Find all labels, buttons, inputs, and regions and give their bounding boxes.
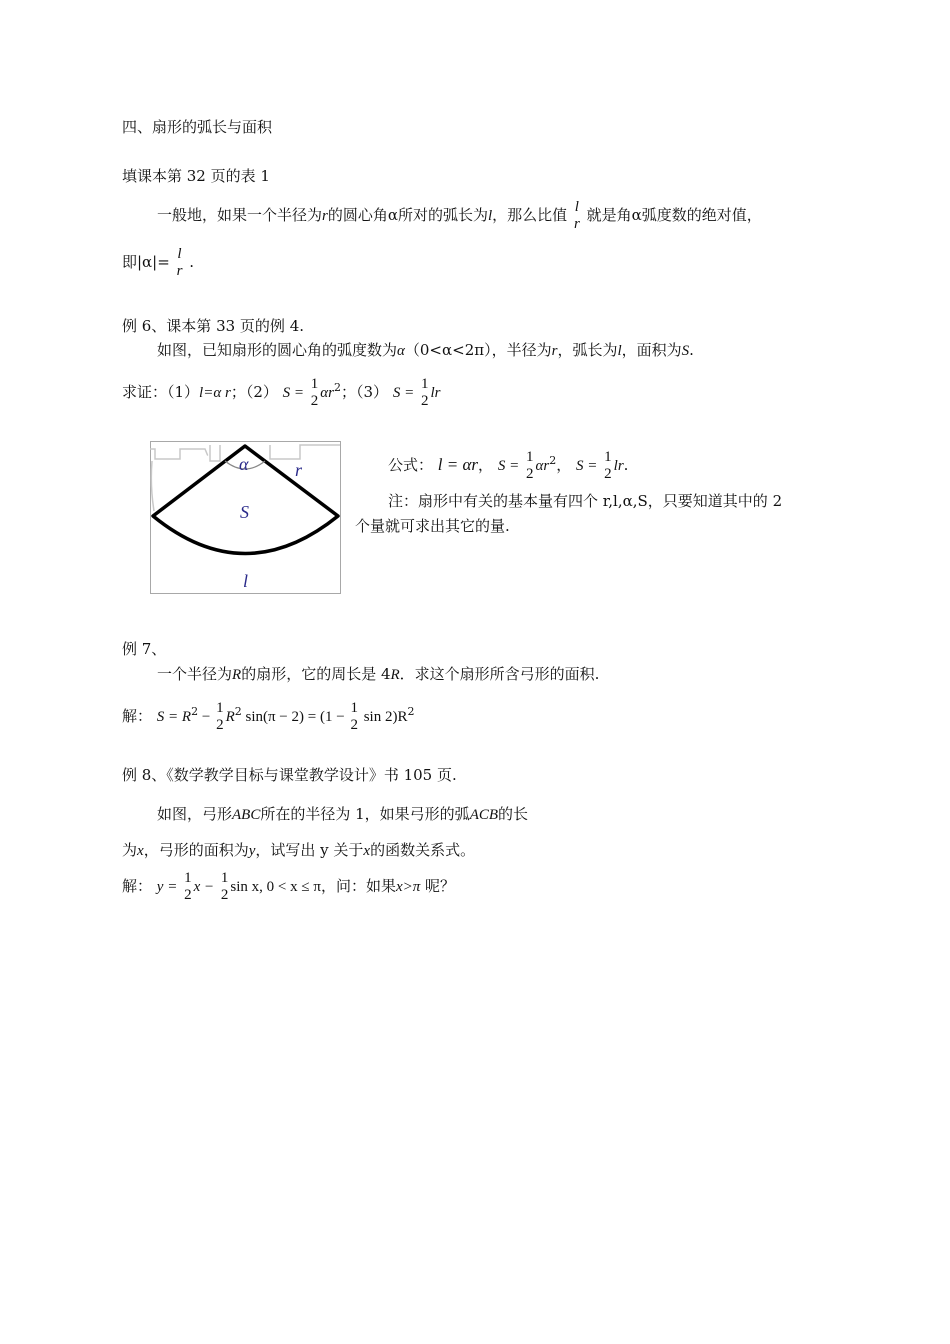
- ex6-prove: [122, 371, 441, 410]
- prove-sep-2: ；（2）: [230, 383, 278, 401]
- def-text-2: 的圆心角α所对的弧长为: [327, 206, 488, 224]
- note-line-1: 注：扇形中有关的基本量有四个 r,l,α,S，只要知道其中的 2: [388, 492, 783, 510]
- figure-l-label: l: [243, 571, 249, 591]
- ex8-half-2: 1 2: [220, 870, 229, 903]
- prove-2-lhs: S =: [282, 385, 305, 401]
- ex7-sol-a: S = R: [156, 709, 192, 725]
- ex8-sol-d: ，问：如果: [320, 877, 396, 895]
- formula-end: .: [623, 456, 629, 474]
- ex7-half-1: 1 2: [216, 700, 224, 733]
- var-r: r: [551, 343, 558, 359]
- prove-label: 求证：（1）: [122, 383, 200, 401]
- sector-figure: [150, 441, 341, 594]
- ex8-title: 例 8、《数学教学目标与课堂教学设计》书 105 页.: [122, 766, 457, 784]
- formula-line: [388, 443, 628, 484]
- ex7-sol-e: sin 2)R: [359, 709, 408, 725]
- definition-line-1: [157, 198, 762, 233]
- ex8-sol-e: 呢？: [420, 877, 456, 895]
- formula-3-lhs: S =: [576, 458, 598, 474]
- prove-3-half: 1 2: [421, 376, 429, 409]
- ex7-sol-b: −: [198, 709, 215, 725]
- formula-1: l = αr: [437, 455, 479, 474]
- ex8-text-1: 如图，弓形: [157, 805, 233, 823]
- var-x: x: [137, 843, 144, 859]
- prove-1: l=α r: [199, 385, 231, 401]
- var-R: R: [232, 667, 242, 683]
- ex6-condition: （0<α<2π）: [404, 341, 492, 359]
- var-S: S: [681, 343, 690, 359]
- definition-line-2: [122, 245, 194, 280]
- ex6-desc-1: 如图，已知扇形的圆心角的弧度数为: [157, 341, 398, 359]
- fill-instruction: 填课本第 32 页的表 1: [122, 167, 270, 185]
- ex8-text-4: 为: [122, 841, 138, 859]
- ex8-solution: [122, 868, 455, 905]
- figure-S-label: S: [240, 502, 249, 522]
- sector-diagram: [150, 441, 341, 594]
- ratio-fraction: l r: [573, 199, 580, 232]
- ex6-description: [157, 340, 694, 361]
- figure-r-label: r: [295, 460, 303, 480]
- var-R: R: [390, 667, 400, 683]
- ex6-desc-2: ，半径为: [491, 341, 552, 359]
- formula-2-lhs: S =: [497, 458, 520, 474]
- var-alpha: α: [397, 343, 405, 359]
- prove-3-lhs: S =: [392, 385, 415, 401]
- ex7-half-2: 1 2: [350, 700, 358, 733]
- ex7-solution: [122, 694, 414, 735]
- ex8-sol-c: sin x, 0 < x ≤ π: [230, 879, 321, 895]
- formula-3-half: 1 2: [604, 449, 612, 482]
- ex8-text-2: 所在的半径为 1，如果弓形的弧: [260, 805, 470, 823]
- ex6-desc-end: .: [689, 341, 694, 359]
- section-title: 四、扇形的弧长与面积: [122, 118, 273, 136]
- formula-comma-2: ，: [556, 456, 572, 474]
- ex6-desc-4: ，面积为: [621, 341, 682, 359]
- formula-2-half: 1 2: [525, 449, 534, 482]
- var-l: l: [488, 208, 493, 224]
- ex7-text-3: ．求这个扇形所含弓形的面积.: [399, 665, 600, 683]
- def-text-4: 就是角α弧度数的绝对值，: [586, 206, 762, 224]
- var-x: x: [363, 843, 371, 859]
- formula-3-rhs: lr: [613, 458, 624, 474]
- def-text-3: ，那么比值: [492, 206, 568, 224]
- ex8-half-1: 1 2: [184, 870, 192, 903]
- ex8-text-5: ，弓形的面积为: [143, 841, 249, 859]
- ex7-text-1: 一个半径为: [157, 665, 233, 683]
- ex7-text-2: 的扇形，它的周长是 4: [241, 665, 391, 683]
- ex7-sol-d: sin(π − 2) = (1 −: [241, 709, 349, 725]
- prove-2-rhs: αr: [320, 385, 335, 401]
- ex7-exp-2: 2: [234, 705, 242, 718]
- ex6-title: 例 6、课本第 33 页的例 4.: [122, 317, 305, 335]
- var-r: r: [322, 208, 328, 224]
- ex8-line-2: [122, 840, 475, 861]
- ex8-sol-a: y =: [156, 879, 178, 895]
- ex8-text-6: ，试写出 y 关于: [255, 841, 364, 859]
- prove-3-rhs: lr: [430, 385, 441, 401]
- def-text-1: 一般地，如果一个半径为: [157, 206, 323, 224]
- ex7-sol-c: R: [225, 709, 235, 725]
- prove-2-exp: 2: [334, 381, 342, 394]
- figure-alpha-label: α: [239, 454, 249, 474]
- ex8-sol-label: 解：: [122, 877, 153, 895]
- ex7-problem: [157, 664, 599, 685]
- formula-2-exp: 2: [549, 454, 557, 467]
- var-ABC: ABC: [232, 807, 261, 823]
- abs-alpha-fraction: l r: [176, 246, 183, 279]
- ex8-text-7: 的函数关系式。: [370, 841, 476, 859]
- ex7-exp-3: 2: [407, 705, 415, 718]
- ex7-sol-label: 解：: [122, 707, 153, 725]
- ex8-sol-b: x −: [193, 879, 215, 895]
- ex7-title: 例 7、: [122, 640, 167, 658]
- var-ACB: ACB: [469, 807, 499, 823]
- def-end: .: [189, 253, 194, 271]
- prove-2-half: 1 2: [310, 376, 319, 409]
- ex7-exp-1: 2: [191, 705, 199, 718]
- ex8-line-1: [157, 804, 528, 825]
- ex8-text-3: 的长: [498, 805, 529, 823]
- var-y: y: [248, 843, 256, 859]
- formula-label: 公式：: [388, 456, 434, 474]
- formula-comma-1: ，: [478, 456, 494, 474]
- formula-2-rhs: αr: [535, 458, 550, 474]
- ex6-desc-3: ，弧长为: [557, 341, 618, 359]
- note-line-2: 个量就可求出其它的量.: [355, 517, 510, 535]
- var-l: l: [617, 343, 622, 359]
- abs-alpha: 即|α|=: [122, 253, 170, 271]
- ex8-cond: x>π: [395, 879, 421, 895]
- prove-sep-3: ；（3）: [341, 383, 389, 401]
